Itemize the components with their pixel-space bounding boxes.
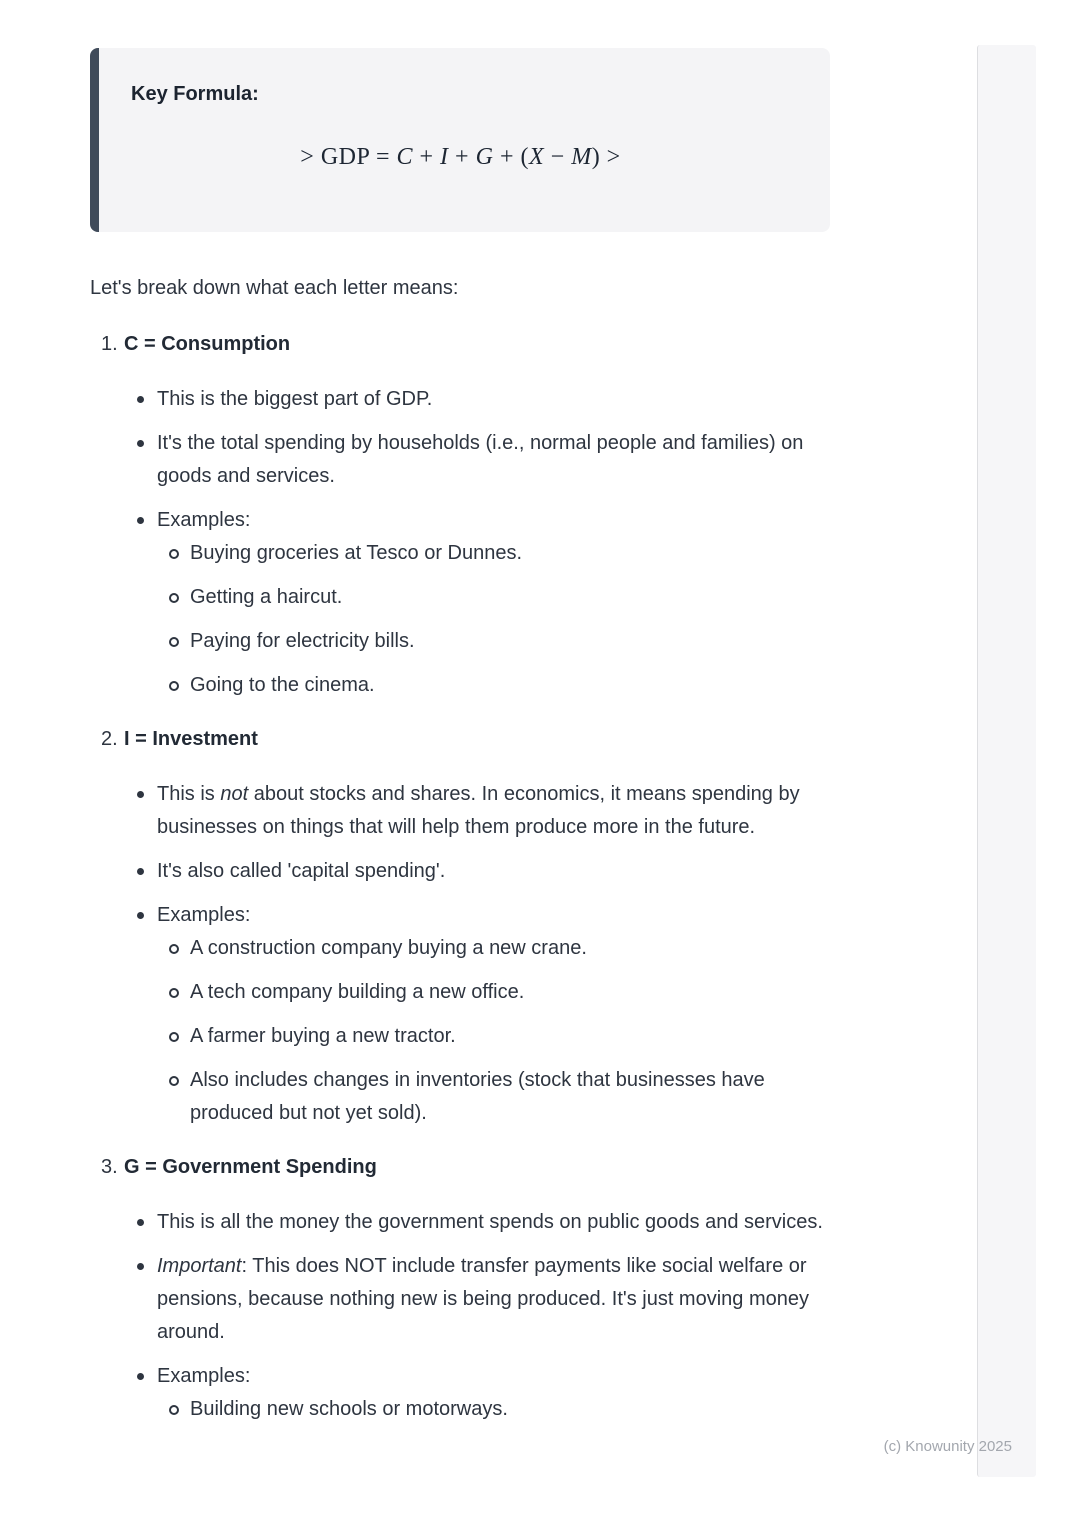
sub-bullet-item xyxy=(157,976,830,1009)
sub-bullet-icon xyxy=(169,593,179,603)
sub-bullet-item xyxy=(157,625,830,658)
sub-bullet-text: Going to the cinema. xyxy=(190,674,375,696)
bullet-text: It's also called 'capital spending'. xyxy=(157,860,446,882)
section-heading xyxy=(90,328,830,361)
bullet-text-emphasis: not xyxy=(220,783,249,805)
sub-bullet-icon xyxy=(169,549,179,559)
section-title: C = Consumption xyxy=(124,333,291,355)
bullet-icon xyxy=(137,1263,144,1270)
sub-bullet-icon xyxy=(169,637,179,647)
section-consumption xyxy=(90,328,830,702)
sub-bullet-list xyxy=(157,537,830,702)
sub-bullet-icon xyxy=(169,988,179,998)
bullet-item xyxy=(90,383,830,416)
bullet-text: Examples: xyxy=(157,904,251,926)
sub-bullet-item xyxy=(157,1393,830,1426)
sub-bullet-icon xyxy=(169,944,179,954)
sub-bullet-text: Paying for electricity bills. xyxy=(190,630,415,652)
sub-bullet-item xyxy=(157,581,830,614)
bullet-icon xyxy=(137,1373,144,1380)
bullet-text: Examples: xyxy=(157,1365,251,1387)
bullet-item xyxy=(90,899,830,1130)
sub-bullet-text: Getting a haircut. xyxy=(190,586,343,608)
bullet-item xyxy=(90,1250,830,1349)
bullet-list xyxy=(90,778,830,1130)
sub-bullet-text: Also includes changes in inventories (stock that businesses have produced but not yet sold). xyxy=(190,1069,765,1124)
bullet-icon xyxy=(137,440,144,447)
section-investment xyxy=(90,723,830,1130)
bullet-text-emphasis: Important xyxy=(157,1255,242,1277)
section-title: I = Investment xyxy=(124,728,258,750)
sub-bullet-list xyxy=(157,932,830,1130)
section-number: 1. xyxy=(101,333,118,355)
bullet-icon xyxy=(137,517,144,524)
formula-variable-m: M xyxy=(571,144,592,170)
formula-part: + ( xyxy=(493,144,529,170)
adjacent-page-edge xyxy=(977,45,1036,1477)
bullet-icon xyxy=(137,791,144,798)
formula-variable-i: I xyxy=(440,144,449,170)
copyright-watermark: (c) Knowunity 2025 xyxy=(883,1438,1012,1455)
key-formula-callout xyxy=(90,48,830,232)
sub-bullet-text: Buying groceries at Tesco or Dunnes. xyxy=(190,542,523,564)
bullet-text: Examples: xyxy=(157,509,251,531)
bullet-icon xyxy=(137,868,144,875)
bullet-list xyxy=(90,383,830,702)
bullet-text: This is xyxy=(157,783,221,805)
section-title: G = Government Spending xyxy=(124,1156,377,1178)
sub-bullet-text: A farmer buying a new tractor. xyxy=(190,1025,456,1047)
bullet-item xyxy=(90,1360,830,1426)
bullet-text: It's the total spending by households (i.e., normal people and families) on goods and services. xyxy=(157,432,804,487)
intro-paragraph: Let's break down what each letter means: xyxy=(90,277,459,299)
section-heading xyxy=(90,723,830,756)
formula-part: − xyxy=(544,144,572,170)
sub-bullet-icon xyxy=(169,1405,179,1415)
bullet-item xyxy=(90,427,830,493)
formula-variable-c: C xyxy=(396,144,413,170)
document-content xyxy=(90,48,830,1437)
section-government-spending xyxy=(90,1151,830,1426)
bullet-item xyxy=(90,778,830,844)
sub-bullet-list xyxy=(157,1393,830,1426)
sub-bullet-item xyxy=(157,1020,830,1053)
section-heading xyxy=(90,1151,830,1184)
section-number: 3. xyxy=(101,1156,118,1178)
formula-part: + xyxy=(448,144,476,170)
sub-bullet-text: Building new schools or motorways. xyxy=(190,1398,508,1420)
sub-bullet-item xyxy=(157,932,830,965)
bullet-icon xyxy=(137,1219,144,1226)
formula-part: + xyxy=(413,144,441,170)
bullet-item xyxy=(90,855,830,888)
bullet-item xyxy=(90,504,830,702)
bullet-icon xyxy=(137,912,144,919)
sub-bullet-item xyxy=(157,669,830,702)
sub-bullet-icon xyxy=(169,681,179,691)
formula-part: ) > xyxy=(591,144,621,170)
section-number: 2. xyxy=(101,728,118,750)
bullet-text: : This does NOT include transfer payments like social welfare or pensions, because nothing new is being produced. It's just moving money around. xyxy=(157,1255,809,1343)
sub-bullet-item xyxy=(157,1064,830,1130)
bullet-text: about stocks and shares. In economics, it means spending by businesses on things that will help them produce more in the future. xyxy=(157,783,800,838)
sub-bullet-icon xyxy=(169,1032,179,1042)
sub-bullet-icon xyxy=(169,1076,179,1086)
bullet-text: This is the biggest part of GDP. xyxy=(157,388,433,410)
bullet-list xyxy=(90,1206,830,1426)
sub-bullet-item xyxy=(157,537,830,570)
bullet-text: This is all the money the government spends on public goods and services. xyxy=(157,1211,823,1233)
sub-bullet-text: A tech company building a new office. xyxy=(190,981,525,1003)
formula-variable-x: X xyxy=(528,144,545,170)
bullet-item xyxy=(90,1206,830,1239)
key-formula-title: Key Formula: xyxy=(131,83,259,105)
formula-part: > GDP = xyxy=(300,144,397,170)
bullet-icon xyxy=(137,396,144,403)
gdp-formula xyxy=(131,142,790,172)
sub-bullet-text: A construction company buying a new crane. xyxy=(190,937,587,959)
formula-variable-g: G xyxy=(475,144,494,170)
